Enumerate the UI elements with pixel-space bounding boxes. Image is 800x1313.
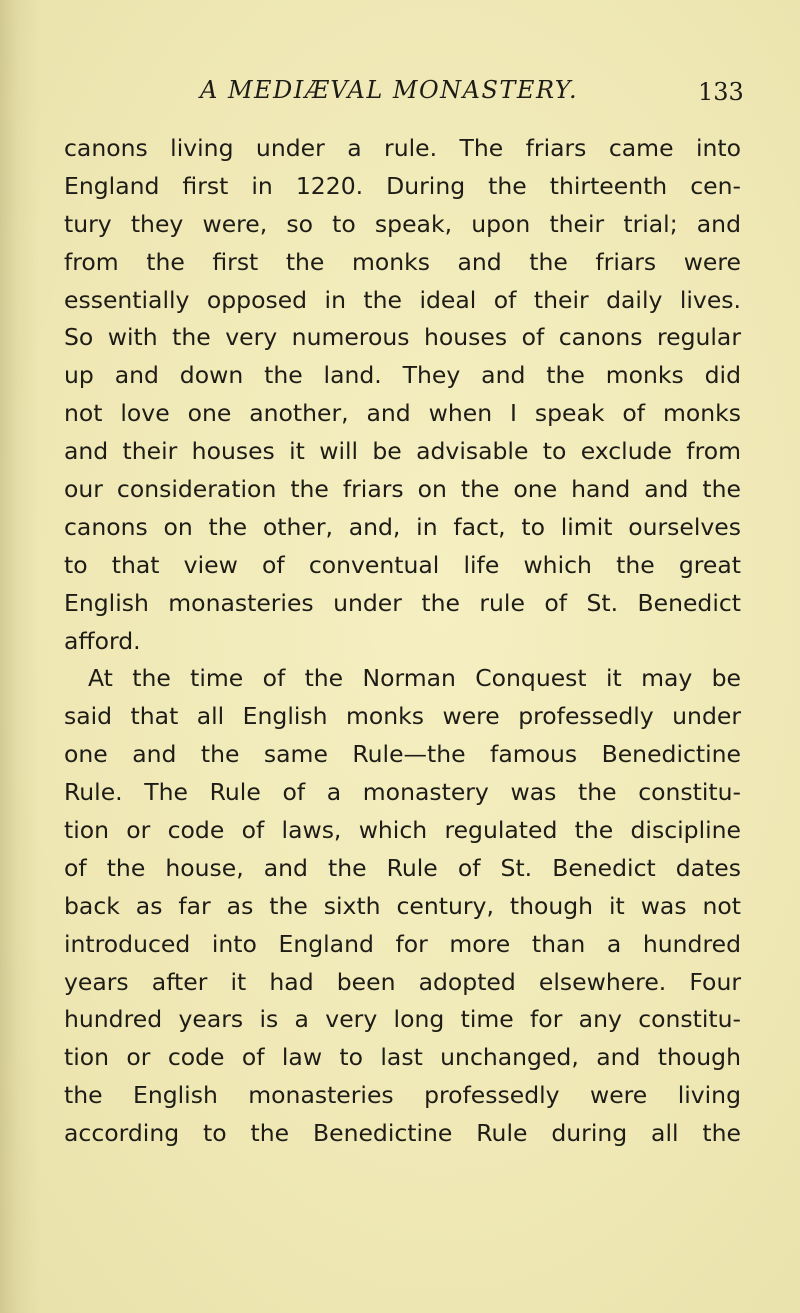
text-line: not love one another, and when I speak of monks	[64, 399, 741, 428]
text-line: tury they were, so to speak, upon their trial; and	[64, 209, 741, 238]
text-line: tion or code of law to last unchanged, and though	[64, 1043, 741, 1072]
text-line: years after it had been adopted elsewhere. Four	[64, 967, 741, 996]
text-line: At the time of the Norman Conquest it may be	[88, 664, 741, 693]
page-header	[0, 70, 800, 110]
text-line: canons on the other, and, in fact, to limit ourselves	[64, 512, 741, 541]
text-line: essentially opposed in the ideal of their daily lives.	[64, 285, 741, 314]
text-line: our consideration the friars on the one hand and the	[64, 475, 741, 504]
text-line: one and the same Rule—the famous Benedictine	[64, 740, 741, 769]
text-line: introduced into England for more than a hundred	[64, 929, 741, 958]
text-line: from the first the monks and the friars were	[64, 247, 741, 276]
text-line: up and down the land. They and the monks did	[64, 361, 741, 390]
text-line: hundred years is a very long time for any constitu-	[64, 1005, 741, 1034]
text-line: English monasteries under the rule of St. Benedict	[64, 588, 741, 617]
text-line: said that all English monks were professedly under	[64, 702, 741, 731]
text-line: according to the Benedictine Rule during all the	[64, 1119, 741, 1148]
text-line: of the house, and the Rule of St. Benedict dates	[64, 853, 741, 882]
text-line: afford.	[64, 626, 141, 655]
text-line: to that view of conventual life which the great	[64, 550, 741, 579]
text-line: tion or code of laws, which regulated the discipline	[64, 816, 741, 845]
text-line: Rule. The Rule of a monastery was the constitu-	[64, 778, 741, 807]
text-line: So with the very numerous houses of canons regular	[64, 323, 741, 352]
text-line: the English monasteries professedly were living	[64, 1081, 741, 1110]
text-line: back as far as the sixth century, though it was not	[64, 891, 741, 920]
body-text	[64, 130, 741, 1153]
running-head: A MEDIÆVAL MONASTERY.	[200, 76, 579, 104]
text-line: England first in 1220. During the thirteenth cen-	[64, 171, 741, 200]
page-number: 133	[698, 78, 744, 106]
text-line: canons living under a rule. The friars came into	[64, 134, 741, 162]
text-line: and their houses it will be advisable to exclude from	[64, 437, 741, 466]
